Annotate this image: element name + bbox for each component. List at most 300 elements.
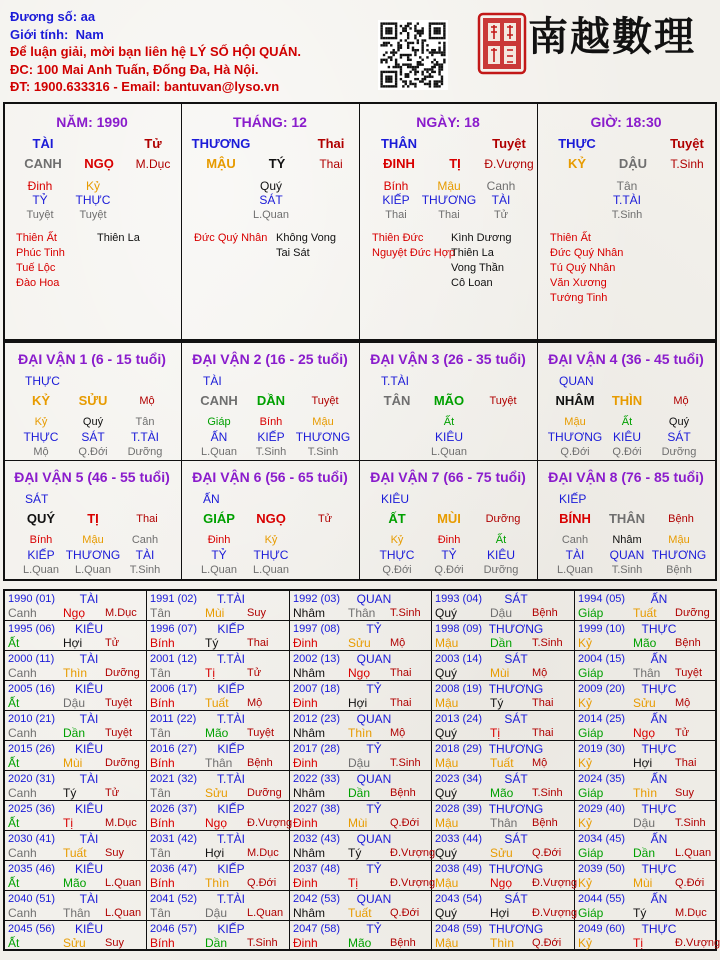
annual-luck-cell[interactable]	[5, 681, 145, 710]
year-label: 2012 (23)	[293, 713, 341, 725]
year-ten-god: THỰC	[641, 922, 677, 936]
annual-luck-cell[interactable]	[432, 921, 572, 950]
year-stage: Suy	[247, 607, 266, 619]
hidden-ten-god: T.TÀI	[130, 430, 159, 444]
earthly-branch: TÝ	[268, 156, 286, 171]
hidden-stem: Tân	[135, 416, 155, 428]
annual-luck-cell[interactable]	[432, 861, 578, 890]
year-stem: Nhâm	[293, 846, 326, 860]
year-ten-god: TÀI	[79, 832, 99, 846]
major-luck-stage: Mộ	[673, 395, 689, 407]
major-luck-branch: TỊ	[87, 511, 99, 526]
year-stage: Q.Đới	[390, 907, 420, 919]
major-luck-branch: MÃO	[433, 393, 465, 408]
annual-luck-cell[interactable]	[290, 741, 430, 770]
year-stem: Canh	[8, 666, 37, 680]
year-branch: Mùi	[63, 756, 83, 770]
year-label: 2045 (56)	[8, 923, 56, 935]
year-branch: Tuất	[490, 756, 514, 770]
year-stem: Bính	[150, 756, 175, 770]
year-ten-god: KIẾP	[217, 802, 245, 816]
year-stem: Canh	[8, 846, 37, 860]
year-label: 2023 (34)	[435, 773, 483, 785]
year-branch: Tị	[205, 666, 215, 680]
year-ten-god: TÀI	[79, 712, 99, 726]
hidden-ten-god: TỶ	[441, 548, 457, 562]
major-luck-title: ĐẠI VẬN 1 (6 - 15 tuổi)	[18, 351, 166, 367]
hidden-stage: T.Sinh	[255, 446, 287, 458]
pillar-title: THÁNG: 12	[233, 114, 307, 130]
annual-luck-cell[interactable]	[147, 711, 287, 740]
growth-stage: Thai	[319, 157, 343, 171]
year-stage: Q.Đới	[675, 877, 705, 889]
year-stage: T.Sinh	[390, 607, 421, 619]
auspicious-star: Tuế Lộc	[16, 262, 56, 274]
year-branch: Dậu	[205, 906, 228, 920]
annual-luck-cell[interactable]	[147, 591, 287, 620]
year-label: 2014 (25)	[578, 713, 626, 725]
year-ten-god: ẤN	[650, 592, 668, 606]
hidden-stage: Tuyệt	[26, 209, 54, 221]
hidden-ten-god: TỶ	[32, 193, 48, 207]
year-stem: Đinh	[293, 936, 318, 950]
annual-luck-cell[interactable]	[147, 741, 287, 770]
year-label: 2049 (60)	[578, 923, 626, 935]
inauspicious-star: Thiên La	[451, 247, 494, 259]
annual-luck-cell[interactable]	[432, 741, 572, 770]
annual-luck-cell[interactable]	[575, 681, 715, 710]
annual-luck-grid	[3, 589, 720, 951]
annual-luck-cell[interactable]	[147, 681, 287, 710]
annual-luck-cell[interactable]	[575, 771, 715, 800]
year-stage: Thai	[390, 667, 412, 679]
year-ten-god: ẤN	[650, 772, 668, 786]
year-branch: Dậu	[63, 696, 86, 710]
annual-luck-cell[interactable]	[5, 861, 145, 890]
annual-luck-cell[interactable]	[290, 621, 430, 650]
major-luck-cell[interactable]	[183, 343, 361, 460]
annual-luck-cell[interactable]	[290, 921, 430, 950]
year-stem: Tân	[150, 906, 171, 920]
year-stage: Tuyệt	[105, 697, 133, 709]
year-ten-god: QUAN	[356, 652, 392, 666]
year-branch: Dần	[348, 786, 371, 800]
year-ten-god: TỶ	[366, 802, 382, 816]
annual-luck-cell[interactable]	[5, 801, 145, 830]
annual-luck-cell[interactable]	[290, 891, 430, 920]
hidden-stem: Đinh	[27, 179, 53, 193]
hidden-stage: T.Sinh	[307, 446, 339, 458]
year-branch: Thân	[490, 816, 518, 830]
hidden-ten-god: THỰC	[23, 430, 59, 444]
major-luck-cell[interactable]	[361, 343, 539, 460]
hidden-stem: Mậu	[564, 416, 586, 428]
year-ten-god: KIÊU	[74, 622, 103, 636]
year-label: 2032 (43)	[293, 833, 341, 845]
year-stem: Kỷ	[578, 696, 593, 710]
major-luck-branch: THÂN	[608, 511, 646, 526]
year-label: 1995 (06)	[8, 623, 56, 635]
year-label: 1993 (04)	[435, 593, 483, 605]
annual-luck-cell[interactable]	[290, 861, 436, 890]
annual-luck-cell[interactable]	[5, 831, 145, 860]
hidden-ten-god: QUAN	[609, 548, 645, 562]
year-stem: Quý	[435, 846, 458, 860]
year-branch: Tị	[63, 816, 73, 830]
year-branch: Dần	[490, 636, 513, 650]
major-luck-title: ĐẠI VẬN 5 (46 - 55 tuổi)	[14, 469, 170, 485]
year-ten-god: TỶ	[366, 682, 382, 696]
year-stem: Mậu	[435, 816, 459, 830]
year-ten-god: THƯƠNG	[488, 742, 544, 756]
year-stage: Tử	[247, 667, 262, 679]
year-stage: Q.Đới	[532, 847, 562, 859]
annual-luck-cell[interactable]	[575, 741, 715, 770]
year-branch: Thìn	[205, 876, 230, 890]
year-ten-god: T.TÀI	[216, 832, 245, 846]
year-label: 2022 (33)	[293, 773, 341, 785]
annual-luck-cell[interactable]	[5, 741, 145, 770]
year-stem: Giáp	[578, 786, 604, 800]
year-branch: Tý	[205, 636, 219, 650]
year-ten-god: SÁT	[504, 772, 528, 786]
year-label: 1998 (09)	[435, 623, 483, 635]
auspicious-star: Nguyệt Đức Hợp	[372, 247, 456, 259]
year-ten-god: TỶ	[366, 922, 382, 936]
annual-luck-cell[interactable]	[147, 921, 287, 950]
four-pillars-panel	[3, 102, 717, 341]
annual-luck-cell[interactable]	[5, 921, 145, 950]
major-luck-cell[interactable]	[361, 461, 539, 578]
major-luck-stem: BÍNH	[559, 511, 591, 526]
year-stage: Đ.Vượng	[247, 817, 293, 829]
major-luck-cell[interactable]	[5, 343, 183, 460]
year-ten-god: QUAN	[356, 592, 392, 606]
year-label: 2006 (17)	[150, 683, 198, 695]
year-stem: Nhâm	[293, 786, 326, 800]
year-stem: Canh	[8, 906, 37, 920]
year-branch: Dậu	[348, 756, 371, 770]
annual-luck-cell[interactable]	[575, 591, 715, 620]
qr-code-icon[interactable]	[378, 20, 448, 90]
hidden-stage: Thai	[438, 209, 460, 221]
year-label: 1994 (05)	[578, 593, 626, 605]
annual-luck-cell[interactable]	[5, 591, 145, 620]
annual-luck-cell[interactable]	[147, 651, 287, 680]
hidden-stem: Mậu	[668, 534, 690, 546]
year-stem: Nhâm	[293, 726, 326, 740]
major-luck-stage: Bệnh	[668, 513, 694, 525]
growth-stage: M.Dục	[135, 157, 171, 171]
auspicious-star: Thiên Ất	[16, 232, 57, 244]
annual-luck-cell[interactable]	[290, 681, 430, 710]
annual-luck-cell[interactable]	[147, 801, 293, 830]
major-luck-title: ĐẠI VẬN 6 (56 - 65 tuổi)	[192, 469, 348, 485]
year-branch: Tị	[348, 876, 358, 890]
major-luck-branch: NGỌ	[256, 511, 286, 526]
year-label: 1990 (01)	[8, 593, 56, 605]
major-luck-stem: ẤT	[388, 511, 406, 526]
hidden-stem: Nhâm	[612, 534, 642, 546]
year-label: 2042 (53)	[293, 893, 341, 905]
annual-luck-cell[interactable]	[5, 651, 145, 680]
auspicious-star: Tướng Tinh	[550, 292, 608, 304]
year-label: 2033 (44)	[435, 833, 483, 845]
annual-luck-cell[interactable]	[290, 651, 430, 680]
annual-luck-cell[interactable]	[147, 771, 287, 800]
hidden-stem: Canh	[131, 534, 159, 546]
year-ten-god: KIÊU	[74, 742, 103, 756]
annual-luck-cell[interactable]	[147, 621, 287, 650]
heavenly-stem: ĐINH	[383, 156, 415, 171]
major-luck-cell[interactable]	[5, 461, 183, 578]
year-label: 2035 (46)	[8, 863, 56, 875]
year-stage: Suy	[105, 847, 124, 859]
annual-luck-cell[interactable]	[432, 621, 572, 650]
year-branch: Hợi	[205, 846, 225, 860]
hidden-stage: Mộ	[33, 446, 49, 458]
annual-luck-cell[interactable]	[575, 651, 715, 680]
year-stage: T.Sinh	[532, 787, 563, 799]
year-stage: Thai	[675, 757, 697, 769]
major-luck-stem: QUÝ	[26, 511, 56, 526]
hidden-stem: Mậu	[437, 179, 461, 193]
annual-luck-cell[interactable]	[5, 621, 145, 650]
major-luck-ten-god: KIẾP	[559, 492, 587, 506]
year-ten-god: THỰC	[641, 802, 677, 816]
year-ten-god: T.TÀI	[216, 652, 245, 666]
pillar-title: NGÀY: 18	[416, 114, 480, 130]
major-luck-ten-god: TÀI	[203, 374, 222, 388]
year-stem: Bính	[150, 696, 175, 710]
year-stage: Bệnh	[532, 607, 558, 619]
hidden-stem: Tân	[616, 179, 638, 193]
annual-luck-cell[interactable]	[290, 801, 430, 830]
year-stem: Bính	[150, 816, 175, 830]
year-label: 2021 (32)	[150, 773, 198, 785]
hidden-stem: Canh	[561, 534, 589, 546]
year-stage: Thai	[390, 697, 412, 709]
ten-god-label: TÀI	[32, 136, 54, 151]
pillar-cell[interactable]	[539, 104, 717, 339]
hidden-stem: Mậu	[82, 534, 104, 546]
hidden-stage: L.Quan	[74, 564, 112, 576]
earthly-branch: TỊ	[449, 156, 461, 171]
year-label: 2031 (42)	[150, 833, 198, 845]
ten-god-label: THỰC	[558, 136, 596, 151]
year-stage: Dưỡng	[105, 757, 140, 769]
subject-name: Đương số: aa	[10, 9, 96, 24]
year-stage: L.Quan	[675, 847, 712, 859]
annual-luck-cell[interactable]	[432, 801, 572, 830]
year-branch: Thìn	[348, 726, 373, 740]
year-label: 2030 (41)	[8, 833, 56, 845]
annual-luck-cell[interactable]	[290, 771, 430, 800]
annual-luck-cell[interactable]	[575, 891, 715, 920]
year-stem: Mậu	[435, 936, 459, 950]
annual-luck-cell[interactable]	[432, 651, 572, 680]
year-branch: Hợi	[490, 906, 510, 920]
ten-god-label: Tuyệt	[670, 136, 704, 151]
earthly-branch: DẬU	[618, 156, 648, 171]
hidden-ten-god: TÀI	[491, 193, 511, 207]
year-stem: Kỷ	[578, 636, 593, 650]
annual-luck-cell[interactable]	[290, 831, 436, 860]
year-label: 1996 (07)	[150, 623, 198, 635]
year-stem: Quý	[435, 906, 458, 920]
year-stem: Đinh	[293, 756, 318, 770]
major-luck-cell[interactable]	[183, 461, 361, 578]
pillar-cell[interactable]	[361, 104, 539, 339]
year-ten-god: TỶ	[366, 742, 382, 756]
annual-luck-cell[interactable]	[575, 861, 715, 890]
auspicious-star: Tú Quý Nhân	[550, 262, 616, 274]
annual-luck-cell[interactable]	[5, 891, 145, 920]
year-stem: Mậu	[435, 696, 459, 710]
annual-luck-cell[interactable]	[290, 711, 430, 740]
year-ten-god: SÁT	[504, 892, 528, 906]
year-ten-god: KIÊU	[74, 802, 103, 816]
annual-luck-cell[interactable]	[575, 921, 720, 950]
major-luck-branch: MÙI	[437, 511, 461, 526]
hidden-stage: Dưỡng	[661, 446, 697, 458]
year-label: 2007 (18)	[293, 683, 341, 695]
hidden-ten-god: THƯƠNG	[65, 548, 121, 562]
auspicious-star: Đào Hoa	[16, 277, 60, 289]
annual-luck-cell[interactable]	[147, 891, 287, 920]
major-luck-title: ĐẠI VẬN 3 (26 - 35 tuổi)	[370, 351, 526, 367]
year-stage: T.Sinh	[532, 637, 563, 649]
annual-luck-cell[interactable]	[575, 621, 715, 650]
annual-luck-cell[interactable]	[432, 711, 572, 740]
major-luck-cell[interactable]	[539, 461, 717, 578]
major-luck-cell[interactable]	[539, 343, 717, 460]
major-luck-stem: KỶ	[31, 393, 51, 408]
annual-luck-cell[interactable]	[432, 771, 572, 800]
year-stage: Thai	[247, 637, 269, 649]
year-stage: Tử	[105, 637, 120, 649]
gender-line: Giới tính: Nam	[10, 26, 104, 42]
year-stem: Ất	[8, 936, 20, 950]
header-info	[10, 8, 301, 96]
annual-luck-cell[interactable]	[5, 711, 145, 740]
year-ten-god: SÁT	[504, 832, 528, 846]
year-ten-god: ẤN	[650, 892, 668, 906]
annual-luck-cell[interactable]	[575, 831, 715, 860]
hidden-stage: L.Quan	[200, 446, 238, 458]
year-stage: Bệnh	[390, 787, 416, 799]
hidden-ten-god: KIÊU	[434, 430, 463, 444]
year-ten-god: QUAN	[356, 772, 392, 786]
annual-luck-cell[interactable]	[5, 771, 145, 800]
year-branch: Tuất	[63, 846, 87, 860]
year-stem: Quý	[435, 726, 458, 740]
year-stage: Đ.Vượng	[675, 937, 720, 949]
year-branch: Mão	[490, 786, 514, 800]
year-label: 2028 (39)	[435, 803, 483, 815]
hidden-stem: Giáp	[207, 416, 231, 428]
hidden-stage: T.Sinh	[611, 209, 643, 221]
year-stage: Suy	[105, 937, 124, 949]
annual-luck-cell[interactable]	[432, 681, 572, 710]
major-luck-ten-god: KIÊU	[381, 492, 410, 506]
hidden-ten-god: KIẾP	[27, 548, 55, 562]
year-label: 2009 (20)	[578, 683, 626, 695]
year-label: 2037 (48)	[293, 863, 341, 875]
year-ten-god: ẤN	[650, 832, 668, 846]
major-luck-stage: Tuyệt	[489, 395, 517, 407]
annual-luck-cell[interactable]	[575, 801, 715, 830]
year-label: 2041 (52)	[150, 893, 198, 905]
major-luck-title: ĐẠI VẬN 7 (66 - 75 tuổi)	[370, 469, 526, 485]
brand-logo: 南越數理	[528, 13, 696, 60]
year-label: 2036 (47)	[150, 863, 198, 875]
annual-luck-cell[interactable]	[432, 831, 572, 860]
hidden-ten-god: KIÊU	[486, 548, 515, 562]
year-branch: Tuất	[348, 906, 372, 920]
year-stage: T.Sinh	[247, 937, 278, 949]
year-label: 2017 (28)	[293, 743, 341, 755]
year-stage: Mộ	[390, 637, 406, 649]
annual-luck-cell[interactable]	[147, 831, 287, 860]
major-luck-branch: DẦN	[256, 393, 286, 408]
year-branch: Dần	[633, 846, 656, 860]
year-stage: L.Quan	[105, 907, 142, 919]
annual-luck-cell[interactable]	[290, 591, 430, 620]
contact-phone-email: ĐT: 1900.633316 - Email: bantuvan@lyso.vn	[10, 79, 280, 94]
hidden-stage: L.Quan	[430, 446, 468, 458]
year-stage: L.Quan	[247, 907, 284, 919]
year-branch: Ngọ	[490, 876, 513, 890]
year-branch: Mão	[63, 876, 87, 890]
year-stem: Nhâm	[293, 606, 326, 620]
pillar-cell[interactable]	[5, 104, 183, 339]
inauspicious-star: Tai Sát	[276, 247, 310, 259]
year-stage: Bệnh	[390, 937, 416, 949]
year-branch: Sửu	[633, 696, 656, 710]
major-luck-stem: NHÂM	[555, 393, 595, 408]
hidden-stem: Bính	[383, 179, 409, 193]
year-label: 2026 (37)	[150, 803, 198, 815]
year-branch: Thìn	[490, 936, 515, 950]
year-label: 2001 (12)	[150, 653, 198, 665]
annual-luck-cell[interactable]	[432, 591, 572, 620]
year-branch: Sửu	[490, 846, 513, 860]
year-label: 1997 (08)	[293, 623, 341, 635]
year-ten-god: TỶ	[366, 622, 382, 636]
hidden-stage: Q.Đới	[612, 446, 642, 458]
year-stage: Q.Đới	[247, 877, 277, 889]
year-ten-god: THỰC	[641, 622, 677, 636]
year-stage: Suy	[675, 787, 694, 799]
annual-luck-cell[interactable]	[147, 861, 287, 890]
year-ten-god: KIÊU	[74, 682, 103, 696]
year-ten-god: KIẾP	[217, 682, 245, 696]
year-ten-god: THƯƠNG	[488, 922, 544, 936]
year-branch: Mão	[205, 726, 229, 740]
year-branch: Dậu	[490, 606, 513, 620]
year-branch: Thân	[205, 756, 233, 770]
heavenly-stem: CANH	[24, 156, 62, 171]
year-ten-god: QUAN	[356, 892, 392, 906]
annual-luck-cell[interactable]	[432, 891, 578, 920]
annual-luck-cell[interactable]	[575, 711, 715, 740]
hidden-ten-god: ẤN	[210, 430, 228, 444]
pillar-cell[interactable]	[183, 104, 361, 339]
year-label: 2029 (40)	[578, 803, 626, 815]
ten-god-label: THÂN	[380, 136, 418, 151]
earthly-branch: NGỌ	[84, 156, 114, 171]
